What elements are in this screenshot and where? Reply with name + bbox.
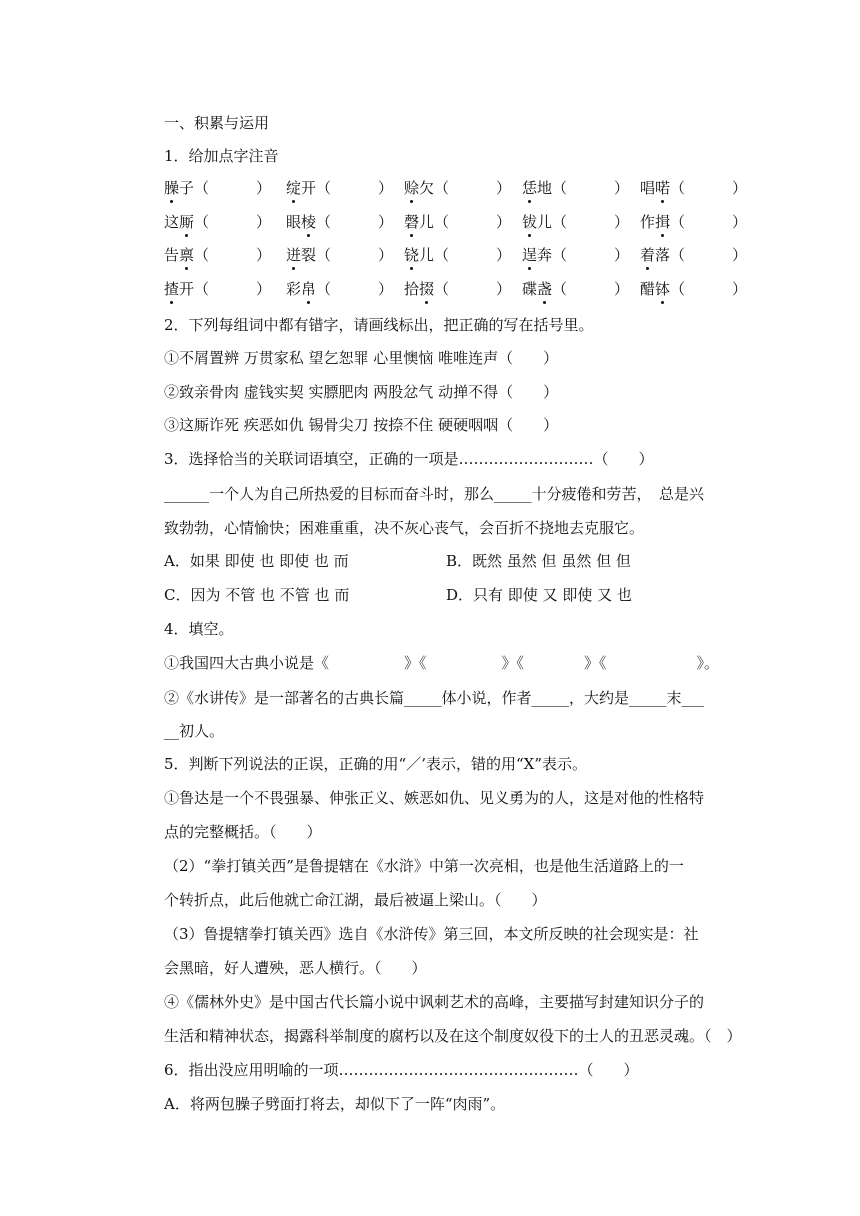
question-5-item: 点的完整概括。（ ） [164,823,322,841]
pinyin-item: 铙儿（ [404,246,450,264]
pinyin-item: 迸裂（ [286,246,332,264]
dotted-character: 棱 [301,213,317,231]
pinyin-item: 钹儿（ [522,213,568,231]
pinyin-item: 告禀（ [164,246,210,264]
pinyin-item: 赊欠（ [404,179,450,197]
pinyin-item: 逞奔（ [522,246,568,264]
answer-blank-close: ） [378,246,394,264]
question-5-item: ④《儒林外史》是中国古代长篇小说中讽刺艺术的高峰，主要描写封建知识分子的 [164,993,705,1011]
answer-blank-close: ） [732,179,748,197]
dotted-character: 盏 [537,280,553,298]
question-5-item: （2）“拳打镇关西”是鲁提辖在《水浒》中第一次亮相，也是他生活道路上的一 [164,857,684,875]
answer-blank-close: ） [614,280,630,298]
dotted-character: 钹 [522,213,538,231]
dotted-character: 逞 [522,246,538,264]
pinyin-item: 醋钵（ [640,280,686,298]
question-3-passage: ______一个人为自己所热爱的目标而奋斗时，那么_____十分疲倦和劳苦， 总是兴 [164,485,705,503]
section-title: 一、积累与运用 [164,114,270,132]
pinyin-item: 拾掇（ [404,280,450,298]
pinyin-item: 眼棱（ [286,213,332,231]
answer-blank-close: ） [378,280,394,298]
answer-blank-close: ） [496,213,512,231]
question-4-line: ②《水讲传》是一部著名的古典长篇_____体小说，作者_____，大约是_____末___ [164,689,705,707]
answer-blank-close: ） [732,213,748,231]
question-3-passage: 致勃勃，心情愉快；困难重重，决不灰心丧气，会百折不挠地去克服它。 [164,519,645,537]
answer-blank-close: ） [256,213,272,231]
question-5-item: （3）鲁提辖拳打镇关西》选自《水浒传》第三回，本文所反映的社会现实是：社 [164,925,699,943]
pinyin-item: 这厮（ [164,213,210,231]
dotted-character: 钵 [655,280,671,298]
pinyin-item: 揸开（ [164,280,210,298]
question-2-title: 2．下列每组词中都有错字，请画线标出，把正确的写在括号里。 [164,316,594,334]
dotted-character: 掇 [419,280,435,298]
dotted-character: 磬 [404,213,420,231]
answer-blank-close: ） [256,280,272,298]
question-2-item: ①不屑置辨 万贯家私 望乞恕罪 心里懊恼 唯唯连声（ ） [164,349,559,367]
dotted-character: 铙 [404,246,420,264]
pinyin-item: 臊子（ [164,179,210,197]
pinyin-item: 唱喏（ [640,179,686,197]
question-5-item: 生活和精神状态，揭露科举制度的腐朽以及在这个制度奴役下的士人的丑恶灵魂。（ ） [164,1027,742,1045]
question-4-line: ①我国四大古典小说是《 》《 》《 》《 》。 [164,654,720,672]
dotted-character: 恁 [522,179,538,197]
answer-blank-close: ） [256,179,272,197]
answer-blank-close: ） [614,213,630,231]
question-6-title: 6．指出没应用明喻的一项…………………………………………（ ） [164,1061,639,1079]
dotted-character: 绽 [286,179,302,197]
question-6-option-a: A．将两包臊子劈面打将去，却似下了一阵“肉雨”。 [164,1095,506,1113]
dotted-character: 喏 [655,179,671,197]
question-5-item: 会黑暗，好人遭殃，恶人横行。（ ） [164,959,427,977]
question-2-item: ②致亲骨肉 虚钱实契 实膘肥肉 两股忿气 动掸不得（ ） [164,383,559,401]
pinyin-item: 绽开（ [286,179,332,197]
answer-blank-close: ） [614,246,630,264]
question-3-option-d: D．只有 即使 又 即使 又 也 [446,586,632,604]
dotted-character: 迸 [286,246,302,264]
dotted-character: 着 [640,246,656,264]
question-3-option-a: A．如果 即使 也 即使 也 而 [164,552,349,570]
pinyin-item: 磬儿（ [404,213,450,231]
dotted-character: 赊 [404,179,420,197]
question-5-item: ①鲁达是一个不畏强暴、伸张正义、嫉恶如仇、见义勇为的人，这是对他的性格特 [164,789,705,807]
dotted-character: 揖 [655,213,671,231]
question-5-title: 5．判断下列说法的正误，正确的用“／’表示，错的用“X”表示。 [164,755,587,773]
question-3-option-c: C．因为 不管 也 不管 也 而 [164,586,350,604]
dotted-character: 厮 [179,213,195,231]
pinyin-item: 着落（ [640,246,686,264]
answer-blank-close: ） [732,246,748,264]
dotted-character: 揸 [164,280,180,298]
answer-blank-close: ） [256,246,272,264]
answer-blank-close: ） [496,246,512,264]
pinyin-item: 碟盏（ [522,280,568,298]
answer-blank-close: ） [496,179,512,197]
dotted-character: 帛 [301,280,317,298]
dotted-character: 禀 [179,246,195,264]
pinyin-item: 恁地（ [522,179,568,197]
answer-blank-close: ） [378,179,394,197]
answer-blank-close: ） [614,179,630,197]
question-2-item: ③这厮诈死 疾恶如仇 锡骨尖刀 按捺不住 硬硬咽咽（ ） [164,416,559,434]
question-3-title: 3．选择恰当的关联词语填空，正确的一项是………………………（ ） [164,450,654,468]
pinyin-item: 作揖（ [640,213,686,231]
dotted-character: 臊 [164,179,180,197]
question-3-option-b: B．既然 虽然 但 虽然 但 但 [446,552,631,570]
question-5-item: 个转折点，此后他就亡命江湖，最后被逼上梁山。（ ） [164,891,547,909]
question-4-title: 4．填空。 [164,620,234,638]
pinyin-item: 彩帛（ [286,280,332,298]
question-1-title: 1．给加点字注音 [164,147,279,165]
question-4-line: __初人。 [164,722,225,740]
answer-blank-close: ） [496,280,512,298]
answer-blank-close: ） [378,213,394,231]
answer-blank-close: ） [732,280,748,298]
